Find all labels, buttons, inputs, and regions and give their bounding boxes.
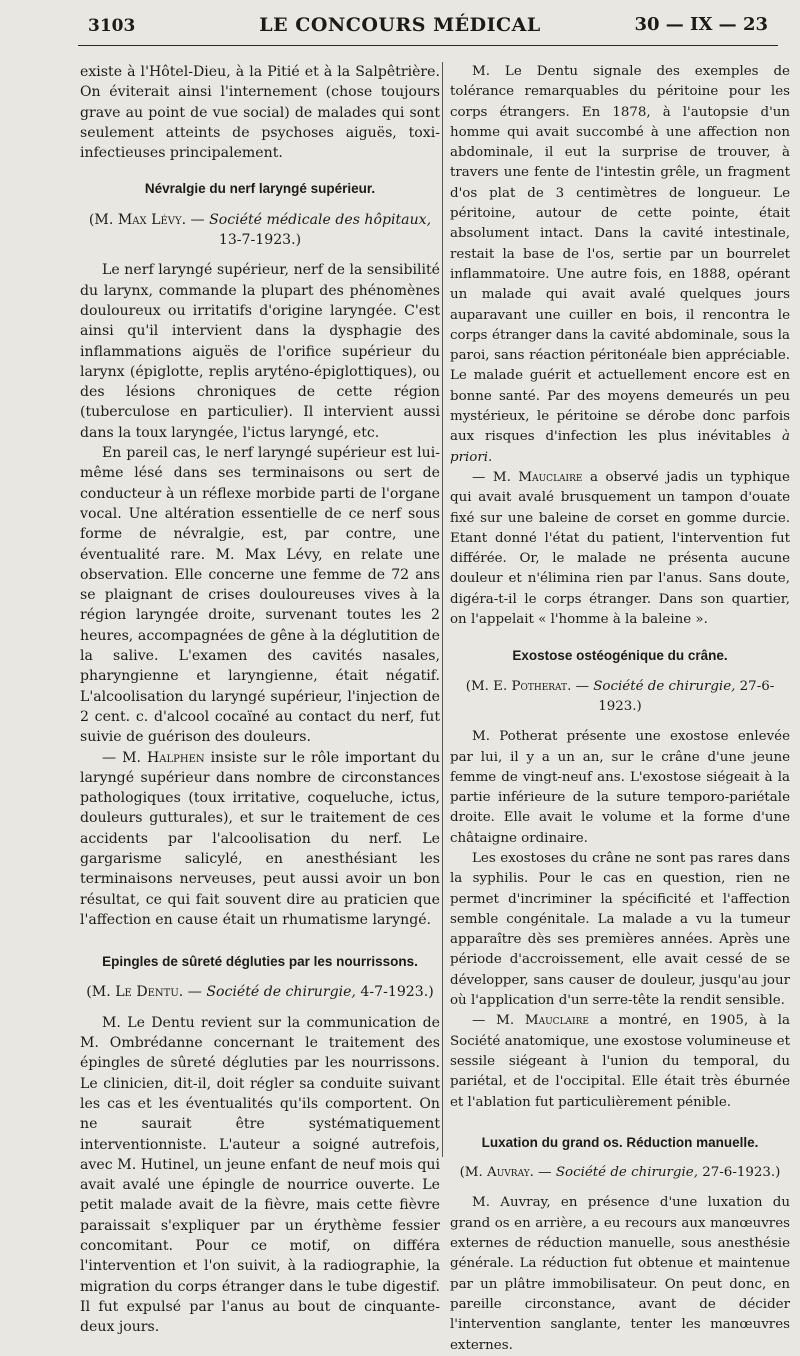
paragraph: Les exostoses du crâne ne sont pas rares dans la syphilis. Pour le cas en question, rien ne permet d'incriminer la spécificité et l'affection semble congénitale. La malade a vu la tumeur apparaître dès ses premières années. Après une période d'accroissement, elle avait cessé de se développer, sans causer de douleur, jusqu'au jour où l'application d'un serre-tête la rendit sensible. — [450, 850, 790, 1009]
paragraph: En pareil cas, le nerf laryngé supérieur est lui-même lésé dans ses terminaisons ou sert de conducteur à un réflexe morbide parti de l'organe vocal. Une altération essentielle de ce nerf sous forme de névralgie, est, par contre, une éventualité rare. M. Max Lévy, en relate une observation. Elle concerne une femme de 72 ans se plaignant de crises douloureuses vives à la région laryngée droite, survenant toutes les 2 heures, accompagnées de gêne à la déglutition de la salive. L'examen des cavités nasales, pharyngienne et laryngienne, était négatif. L'alcoolisation du laryngé supérieur, l'injection de 2 cent. c. d'alcool cocaïné au contact du nerf, fut suivie de guérison des douleurs. — [80, 445, 440, 746]
section-title-nevralgie: Névralgie du nerf laryngé supérieur. — [144, 181, 376, 197]
page-number: 3103 — [88, 16, 136, 36]
section-title-luxation: Luxation du grand os. Réduction manuelle. — [481, 1134, 759, 1150]
paragraph: M. Le Dentu signale des exemples de tolérance remarquables du péritoine pour les corps étrangers. En 1878, à l'autopsie d'un homme qui avait succombé à une affection non abdominale, il eut la surprise de trouver, à travers une fente de l'intestin grêle, un fragment d'os plat de 3 centimètres de longueur. Le péritoine, autour de cette pointe, était absolument intact. Dans la cavité intestinale, restait la base de l'os, sertie par un bourrelet inflammatoire. Une autre fois, en 1888, opérant un malade qui avait avalé quelques jours auparavant une cuiller en bois, il rencontra le corps étranger dans la cavité abdominale, sous la paroi, sans réaction péritonéale bien appréciable. Le malade guérit et actuellement encore est en bonne santé. Par des moyens demeurés un peu mystérieux, le péritoine se dérobe donc parfois aux risques d'infection les plus inévitables à priori. — [450, 64, 790, 465]
left-column — [80, 62, 440, 1338]
journal-title: LE CONCOURS MÉDICAL — [259, 14, 541, 36]
section-reference: (M. E. Potherat. — Société de chirurgie, 27-6-1923.) — [465, 678, 775, 714]
paragraph: M. Potherat présente une exostose enlevée par lui, il y a un an, sur le crâne d'une jeune femme de vingt-neuf ans. L'exostose siégeait à la partie inférieure de la suture temporo-pariétale droite. Elle avait le volume et la forme d'une châtaigne ordinaire. — [450, 729, 790, 846]
section-reference: (M. Le Dentu. — Société de chirurgie, 4-7-1923.) — [86, 984, 434, 1001]
section-title-epingles: Epingles de sûreté dégluties par les nourrissons. — [102, 954, 418, 970]
header-rule — [78, 45, 778, 46]
paragraph: M. Le Dentu revient sur la communication de M. Ombrédanne concernant le traitement des épingles de sûreté dégluties par les nourrissons. Le clinicien, dit-il, doit régler sa conduite suivant les cas et les éventualités qu'ils comportent. On ne saurait être systématiquement interventionniste. L'auteur a soigné autrefois, avec M. Hutinel, un jeune enfant de neuf mois qui avait avalé une épingle de nourrice ouverte. Le petit malade avait de la fièvre, mais cette fièvre paraissait s'expliquer par un érythème fessier concomitant. Pour ce motif, on différa l'intervention et l'on suivit, à la radiographie, la migration du corps étranger dans le tube digestif. Il fut expulsé par l'anus au bout de cinquante-deux jours. — [80, 1014, 440, 1336]
paragraph: M. Auvray, en présence d'une luxation du grand os en arrière, a eu recours aux manœuvres externes de réduction manuelle, sous anesthésie générale. La réduction fut obtenue et maintenue par un plâtre immobilisateur. On peut donc, en pareille circonstance, avant de décider l'intervention sanglante, tenter les manœuvres externes. — [450, 1195, 790, 1353]
right-column — [450, 62, 790, 1356]
page-header — [0, 0, 800, 46]
intro-paragraph: existe à l'Hôtel-Dieu, à la Pitié et à la Salpêtrière. On éviterait ainsi l'internement (chose toujours grave au point de vue social) de malades qui sont seulement atteints de psychoses aiguës, toxi-infectieuses principalement. — [80, 64, 440, 162]
section-title-exostose: Exostose ostéogénique du crâne. — [512, 648, 728, 664]
section-reference: (M. Auvray. — Société de chirurgie, 27-6-1923.) — [459, 1165, 781, 1181]
paragraph: — M. Halphen insiste sur le rôle important du laryngé supérieur dans nombre de circonstances pathologiques (toux irritative, coqueluche, ictus, douleurs gutturales), et sur le traitement de ces accidents par l'alcoolisation du nerf. Le gargarisme salicylé, en anesthésiant les terminaisons nerveuses, peut aussi avoir un bon résultat, ce qui fait souvent dire au praticien que l'affection en cause était un rhumatisme laryngé. — [80, 749, 441, 928]
issue-date: 30 — IX — 23 — [634, 14, 768, 35]
paragraph: Le nerf laryngé supérieur, nerf de la sensibilité du larynx, commande la plupart des phénomènes douloureux ou irritatifs d'origine laryngée. C'est ainsi qu'il intervient dans la dysphagie des inflammations aiguës de l'orifice supérieur du larynx (épiglotte, replis aryténo-épiglottiques), ou des lésions chroniques de cette région (tuberculose en particulier). Il intervient aussi dans la toux laryngée, l'ictus laryngé, etc. — [80, 262, 440, 441]
column-divider — [442, 62, 443, 1157]
paragraph: — M. Mauclaire a montré, en 1905, à la Société anatomique, une exostose volumineuse et sessile siégeant à l'union du temporal, du pariétal, et de l'occipital. Elle était très éburnée et l'ablation fut particulièrement pénible. — [450, 1013, 790, 1110]
paragraph: — M. Mauclaire a observé jadis un typhique qui avait avalé brusquement un tampon d'ouate fixé sur une baleine de corset en gomme durcie. Etant donné l'état du patient, l'intervention fut différée. Or, le malade ne présenta aucune douleur et n'élimina rien par l'anus. Sans doute, digéra-t-il le corps étranger. Dans son quartier, on l'appelait « l'homme à la baleine ». — [450, 469, 790, 628]
section-reference: (M. Max Lévy. — Société médicale des hôpitaux, 13-7-1923.) — [88, 211, 432, 249]
